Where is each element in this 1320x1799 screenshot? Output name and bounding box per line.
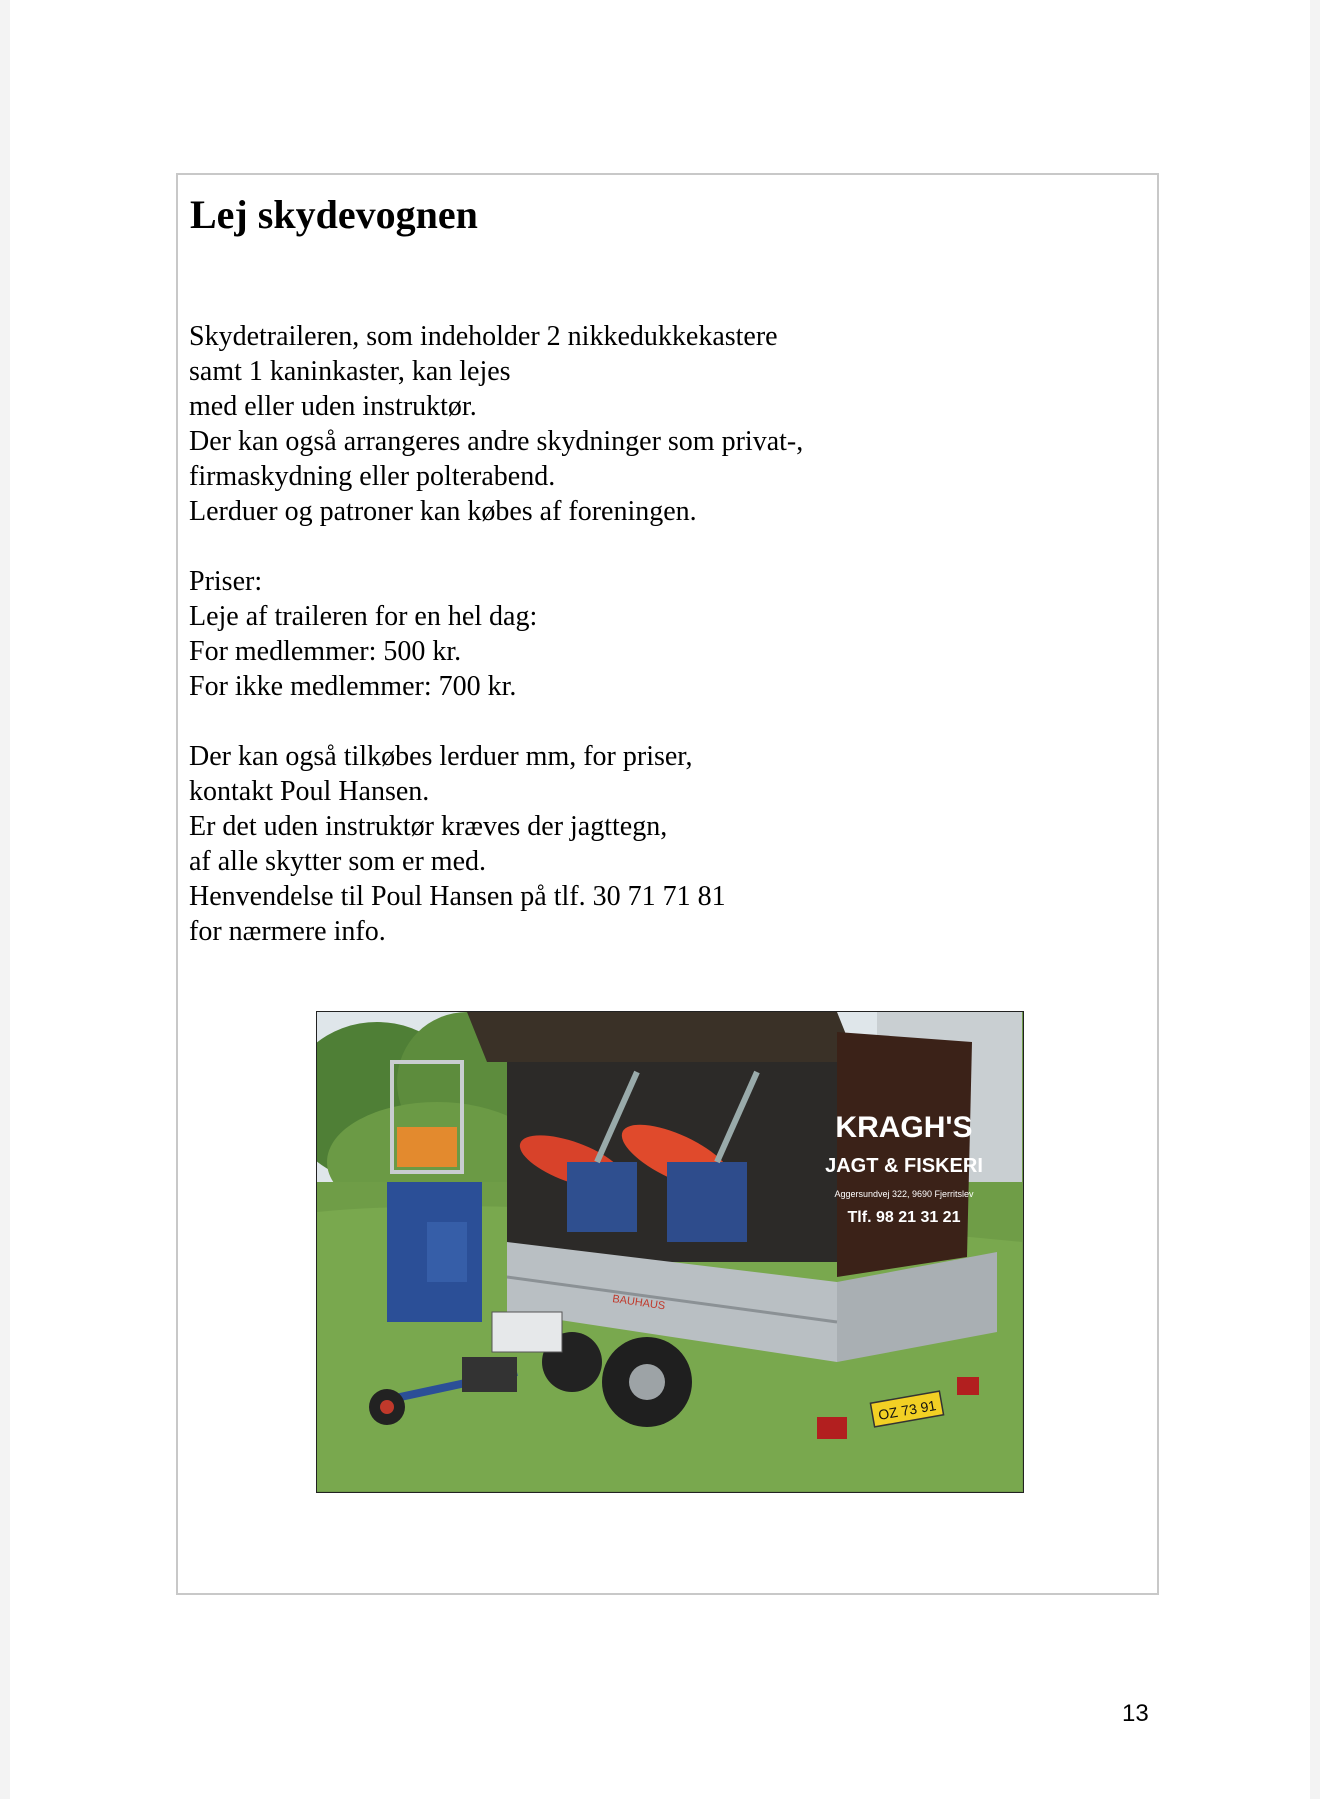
page-number: 13 (1122, 1700, 1149, 1727)
text-line: Lerduer og patroner kan købes af foreningen. (189, 496, 697, 527)
text-line: firmaskydning eller polterabend. (189, 461, 556, 492)
price-non-members: For ikke medlemmer: 700 kr. (189, 671, 517, 702)
body-text (189, 319, 1089, 949)
text-line: samt 1 kaninkaster, kan lejes (189, 356, 511, 387)
sign-text-name: KRAGH'S (835, 1111, 973, 1144)
contact-line: Henvendelse til Poul Hansen på tlf. 30 71 71 81 (189, 881, 726, 912)
text-line: med eller uden instruktør. (189, 391, 477, 422)
text-line: Der kan også arrangeres andre skydninger som privat-, (189, 426, 804, 457)
trailer-photo (316, 1011, 1024, 1493)
text-line: Er det uden instruktør kræves der jagttegn, (189, 811, 668, 842)
trailer-brand-text: BAUHAUS (611, 1293, 666, 1313)
text-line: Leje af traileren for en hel dag: (189, 601, 538, 632)
content-frame (176, 173, 1159, 1595)
page-title: Lej skydevognen (190, 192, 478, 237)
sign-text-phone: Tlf. 98 21 31 21 (847, 1209, 961, 1226)
text-line: Der kan også tilkøbes lerduer mm, for priser, (189, 741, 693, 772)
document-page (10, 0, 1310, 1799)
text-line: for nærmere info. (189, 916, 386, 947)
prices-heading: Priser: (189, 566, 263, 597)
price-members: For medlemmer: 500 kr. (189, 636, 462, 667)
sign-text-address: Aggersundvej 322, 9690 Fjerritslev (834, 1189, 974, 1199)
sign-text-business: JAGT & FISKERI (825, 1155, 983, 1177)
license-plate: OZ 73 91 (877, 1397, 938, 1423)
text-line: Skydetraileren, som indeholder 2 nikkedukkekastere (189, 321, 778, 352)
text-line: af alle skytter som er med. (189, 846, 487, 877)
text-line: kontakt Poul Hansen. (189, 776, 430, 807)
